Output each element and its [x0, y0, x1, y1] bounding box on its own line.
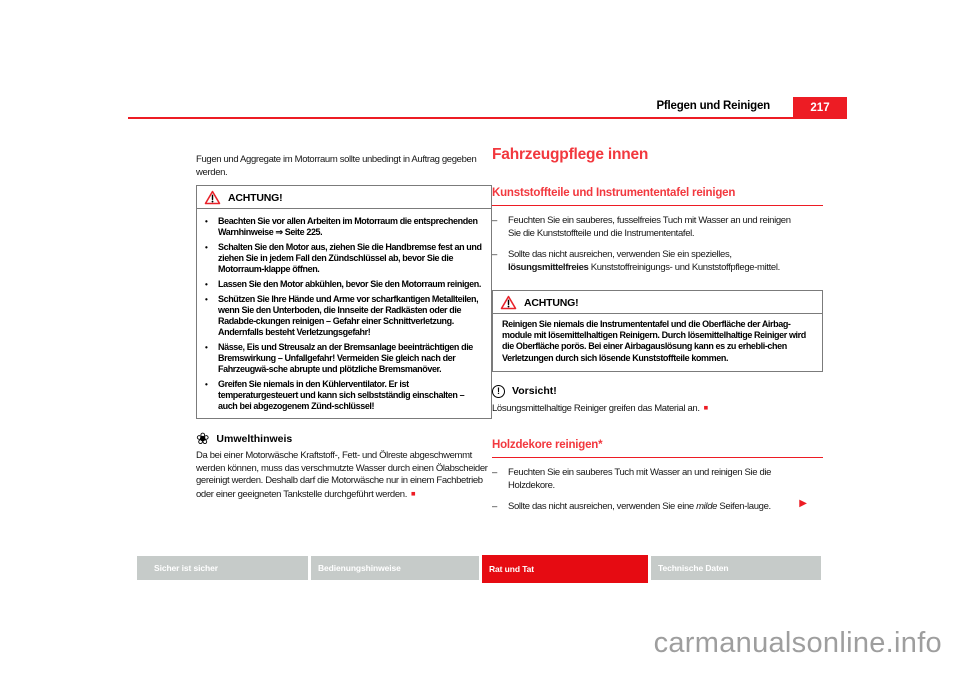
- dash-marker: –: [492, 501, 497, 513]
- warning-item-text: Lassen Sie den Motor abkühlen, bevor Sie den Motorraum reinigen.: [218, 279, 481, 289]
- page-number-badge: 217: [793, 97, 847, 119]
- step-text: [508, 501, 771, 514]
- section-heading: Fahrzeugpflege innen: [492, 146, 649, 163]
- warning-item: [205, 216, 483, 238]
- footer-tab-sicher-ist-sicher: Sicher ist sicher: [137, 556, 308, 580]
- bullet-marker: •: [205, 380, 208, 389]
- right-column: [492, 146, 823, 514]
- warning-box-airbag: [492, 290, 823, 372]
- step-text: Feuchten Sie ein sauberes, fusselfreies Tuch mit Wasser an und reinigen Sie die Kunststoffteile und die Instrumententafel.: [508, 215, 791, 239]
- subsection-heading-wood: Holzdekore reinigen*: [492, 439, 823, 458]
- bullet-marker: •: [205, 343, 208, 352]
- environment-note-title: Umwelthinweis: [216, 433, 293, 445]
- environment-note-body: Da bei einer Motorwäsche Kraftstoff-, Fett- und Ölreste abgeschwemmt werden können, muss das verschmutzte Wasser durch einen Ölabscheider gereinigt werden. Deshalb darf die Motorwäsche nur in einem Fachbetrieb oder einer geeigneten Tankstelle durchgeführt werden.: [196, 450, 488, 500]
- caution-text: [492, 402, 823, 416]
- warning-box-title-row: [197, 186, 491, 209]
- step-text-post: Seifen-lauge.: [717, 501, 771, 513]
- running-header-title: Pflegen und Reinigen: [656, 100, 770, 112]
- step-text: Feuchten Sie ein sauberes Tuch mit Wasser an und reinigen Sie die Holzdekore.: [508, 467, 772, 491]
- continue-triangle-marker: ▶: [799, 498, 807, 509]
- section-end-marker: ■: [411, 488, 416, 498]
- warning-item-text: Beachten Sie vor allen Arbeiten im Motorraum die entsprechenden Warnhinweise ⇒ Seite 225.: [218, 216, 478, 237]
- warning-item: [205, 279, 483, 290]
- dash-marker: –: [492, 467, 497, 479]
- dash-marker: –: [492, 215, 497, 226]
- caution-title: Vorsicht!: [512, 385, 557, 398]
- instruction-step: [492, 501, 823, 514]
- warning-item: [205, 242, 483, 275]
- environment-note-text: [196, 450, 492, 501]
- step-text-italic: milde: [696, 501, 718, 513]
- environment-flower-icon: ❀: [196, 429, 210, 448]
- step-text-bold: lösungsmittelfreies: [508, 261, 589, 273]
- warning-box-list: [197, 209, 491, 418]
- footer-tab-rat-und-tat: Rat und Tat: [482, 555, 648, 583]
- instruction-step: [492, 467, 823, 492]
- warning-item-text: Nässe, Eis und Streusalz an der Bremsanlage beeinträchtigen die Bremswirkung – Unfallgefahr! Vermeiden Sie gleich nach der Fahrzeugwä-sche abrupte und plötzliche Bremsmanöver.: [218, 342, 473, 374]
- step-text-pre: Sollte das nicht ausreichen, verwenden Sie eine: [508, 501, 697, 513]
- footer-tabs: [137, 556, 821, 583]
- warning-box-text: Reinigen Sie niemals die Instrumententafel und die Oberfläche der Airbag-module mit lösemittelhaltigen Reinigern. Durch lösemittelhaltige Reiniger wird die Oberfläche porös. Bei einer Airbagauslösung kann es zu erhebli-chen Verletzungen durch sich lösende Kunststoffteile kommen.: [502, 319, 806, 363]
- warning-box-title: ACHTUNG!: [524, 296, 579, 309]
- left-column: [196, 154, 492, 501]
- instruction-step: [492, 249, 823, 274]
- step-text-post: Kunststoffreinigungs- und Kunststoffpflege-mittel.: [588, 261, 780, 273]
- dash-marker: –: [492, 249, 497, 260]
- warning-item: [205, 379, 483, 412]
- bullet-marker: •: [205, 280, 208, 289]
- bullet-marker: •: [205, 243, 208, 252]
- step-text-pre: Sollte das nicht ausreichen, verwenden Sie ein spezielles,: [508, 249, 732, 260]
- environment-note-header: [196, 429, 492, 448]
- footer-tab-technische-daten: Technische Daten: [651, 556, 821, 580]
- warning-triangle-icon: [204, 190, 221, 205]
- warning-item-text: Schützen Sie Ihre Hände und Arme vor scharfkantigen Metallteilen, wenn Sie den Unterboden, die Innseite der Radkästen oder die Radabde-ckungen reinigen – Gefahr einer Schnittverletzung. Andernfalls besteht Verletzungsgefahr!: [218, 294, 479, 337]
- watermark: carmanualsonline.info: [653, 627, 942, 659]
- step-text: [508, 249, 791, 274]
- warning-box-title-row: [493, 291, 822, 314]
- section-end-marker: ■: [703, 402, 708, 412]
- warning-triangle-icon: [500, 295, 517, 310]
- caution-body: Lösungsmittelhaltige Reiniger greifen das Material an.: [492, 402, 700, 414]
- bullet-marker: •: [205, 295, 208, 304]
- caution-header: [492, 385, 823, 398]
- subsection-heading-plastics: Kunststoffteile und Instrumententafel reinigen: [492, 187, 823, 206]
- warning-box-title: ACHTUNG!: [228, 191, 283, 204]
- warning-item-text: Greifen Sie niemals in den Kühlerventilator. Er ist temperaturgesteuert und kann sich selbstständig einschalten – auch bei abgezogenem Zünd-schlüssel!: [218, 379, 465, 411]
- warning-item-text: Schalten Sie den Motor aus, ziehen Sie die Handbremse fest an und ziehen Sie in jedem Fall den Zündschlüssel ab, bevor Sie die Motorraum-klappe öffnen.: [218, 242, 482, 274]
- header-rule: [128, 117, 847, 119]
- warning-item: [205, 342, 483, 375]
- instruction-step: [492, 215, 823, 240]
- bullet-marker: •: [205, 217, 208, 226]
- footer-tab-bedienungshinweise: Bedienungshinweise: [311, 556, 479, 580]
- warning-item: [205, 294, 483, 338]
- caution-circle-icon: !: [492, 385, 505, 398]
- intro-paragraph: Fugen und Aggregate im Motorraum sollte unbedingt in Auftrag gegeben werden.: [196, 154, 477, 178]
- warning-box-engine: [196, 185, 492, 419]
